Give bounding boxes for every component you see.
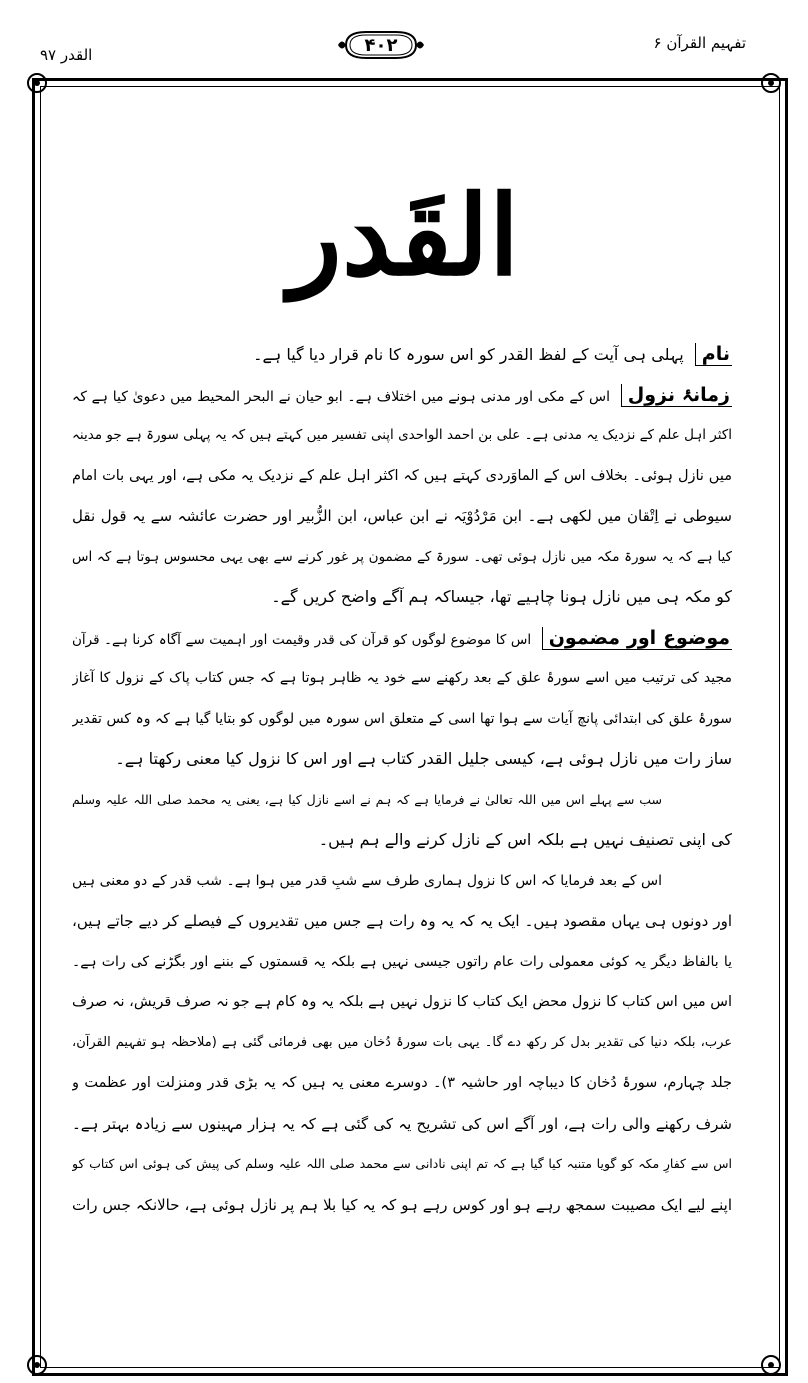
section-label-mauzoo: موضوع اور مضمون [542, 627, 732, 650]
page-header [0, 0, 808, 80]
text-line: کو مکہ ہی میں نازل ہونا چاہیے تھا، جیساکہ ہم آگے واضح کریں گے۔ [271, 587, 732, 606]
text-line: کی اپنی تصنیف نہیں ہے بلکہ اس کے نازل کرنے والے ہم ہیں۔ [318, 830, 732, 849]
text-line: کیا ہے کہ یہ سورۃ مکہ میں نازل ہوئی تھی۔ سورۃ کے مضمون پر غور کرنے سے بھی یہی محسوس ہوتا ہے کہ اس [72, 548, 732, 565]
text-line: نام پہلی ہی آیت کے لفظ القدر کو اس سورہ کا نام قرار دیا گیا ہے۔ [253, 343, 730, 365]
corner-ornament-icon [22, 68, 52, 98]
text-line: اور دونوں ہی یہاں مقصود ہیں۔ ایک یہ کہ یہ وہ رات ہے جس میں تقدیروں کے فیصلے کر دیے جاتے ہیں، [72, 912, 732, 930]
text-line: سیوطی نے اِتْقان میں لکھی ہے۔ ابن مَرْدُوْیَہ نے ابن عباس، ابن الزُّبیر اور حضرت عائشہ سے یہ قول نقل [72, 507, 732, 525]
text-line: سورۂ علق کی ابتدائی پانچ آیات سے ہوا تھا اسی کے متعلق اس سورہ میں لوگوں کو بتایا گیا ہے کہ وہ کس تقدیر [72, 710, 732, 727]
page-number: ۴۰۲ [364, 34, 398, 56]
page-number-cartouche [336, 28, 426, 62]
text-line: جلد چہارم، سورۂ دُخان کا دیباچہ اور حاشیہ ۳)۔ دوسرے معنی یہ ہیں کہ یہ بڑی قدر ومنزلت اور عظمت و [72, 1075, 732, 1091]
text-line: اس سے کفارِ مکہ کو گویا متنبہ کیا گیا ہے کہ تم اپنی نادانی سے محمد صلی اللہ علیہ وسلم کی پیش کی ہوئی اس کتاب کو [72, 1156, 732, 1171]
text-line: یا بالفاظ دیگر یہ کوئی معمولی رات عام راتوں جیسی نہیں ہے بلکہ یہ قسمتوں کے بننے اور بگڑنے کی رات ہے۔ [72, 953, 732, 970]
surah-title: القَدر [288, 171, 520, 300]
text-line: مجید کی ترتیب میں اسے سورۂ علق کے بعد رکھنے سے خود یہ ظاہر ہوتا ہے کہ جس کتاب پاک کے نزول کا آغاز [72, 670, 732, 686]
text-line: اکثر اہل علم کے نزدیک یہ مدنی ہے۔ علی بن احمد الواحدی اپنی تفسیر میں کہتے ہیں کہ یہ پہلی سورۃ ہے جو مدینہ [72, 427, 732, 443]
main-text [72, 334, 732, 1225]
text-line: سب سے پہلے اس میں اللہ تعالیٰ نے فرمایا ہے کہ ہم نے اسے نازل کیا ہے، یعنی یہ محمد صلی اللہ علیہ وسلم [72, 791, 662, 807]
corner-ornament-icon [756, 1350, 786, 1380]
surah-reference: القدر ۹۷ [40, 46, 93, 64]
text-line: اپنے لیے ایک مصیبت سمجھ رہے ہو اور کوس رہے ہو کہ یہ کیا بلا ہم پر نازل ہوئی ہے، حالانکہ جس رات [72, 1195, 732, 1214]
corner-ornament-icon [22, 1350, 52, 1380]
section-label-naam: نام [695, 343, 732, 366]
text-line: موضوع اور مضمون اس کا موضوع لوگوں کو قرآن کی قدر وقیمت اور اہمیت سے آگاہ کرنا ہے۔ قرآن [72, 626, 730, 649]
text-line: میں نازل ہوئی۔ بخلاف اس کے الماوَردی کہتے ہیں کہ اکثر اہل علم کے نزدیک یہ مکی ہے، اور یہی بات امام [72, 467, 732, 484]
section-label-zamana: زمانۂ نزول [621, 384, 732, 407]
text-line: اس میں اس کتاب کا نزول محض ایک کتاب کا نزول نہیں ہے بلکہ یہ وہ کام ہے جو نہ صرف قریش، نہ صرف [72, 994, 732, 1010]
text-line: ساز رات میں نازل ہوئی ہے، کیسی جلیل القدر کتاب ہے اور اس کا نزول کیا معنی رکھتا ہے۔ [115, 749, 732, 768]
text-line: اس کے بعد فرمایا کہ اس کا نزول ہماری طرف سے شبِ قدر میں ہوا ہے۔ شب قدر کے دو معنی ہیں [72, 872, 662, 889]
text-line: شرف رکھنے والی رات ہے، اور آگے اس کی تشریح یہ کی گئی ہے کہ یہ ہزار مہینوں سے زیادہ بہتر ہے۔ [72, 1114, 732, 1133]
text-line: زمانۂ نزول اس کے مکی اور مدنی ہونے میں اختلاف ہے۔ ابو حیان نے البحر المحیط میں دعویٰ کیا ہے کہ [72, 383, 730, 406]
corner-ornament-icon [756, 68, 786, 98]
book-title: تفہیم القرآن ۶ [653, 34, 746, 52]
text-line: عرب، بلکہ دنیا کی تقدیر بدل کر رکھ دے گا۔ یہی بات سورۂ دُخان میں بھی فرمائی گئی ہے (ملاحظہ ہو تفہیم القرآن، [72, 1034, 732, 1050]
